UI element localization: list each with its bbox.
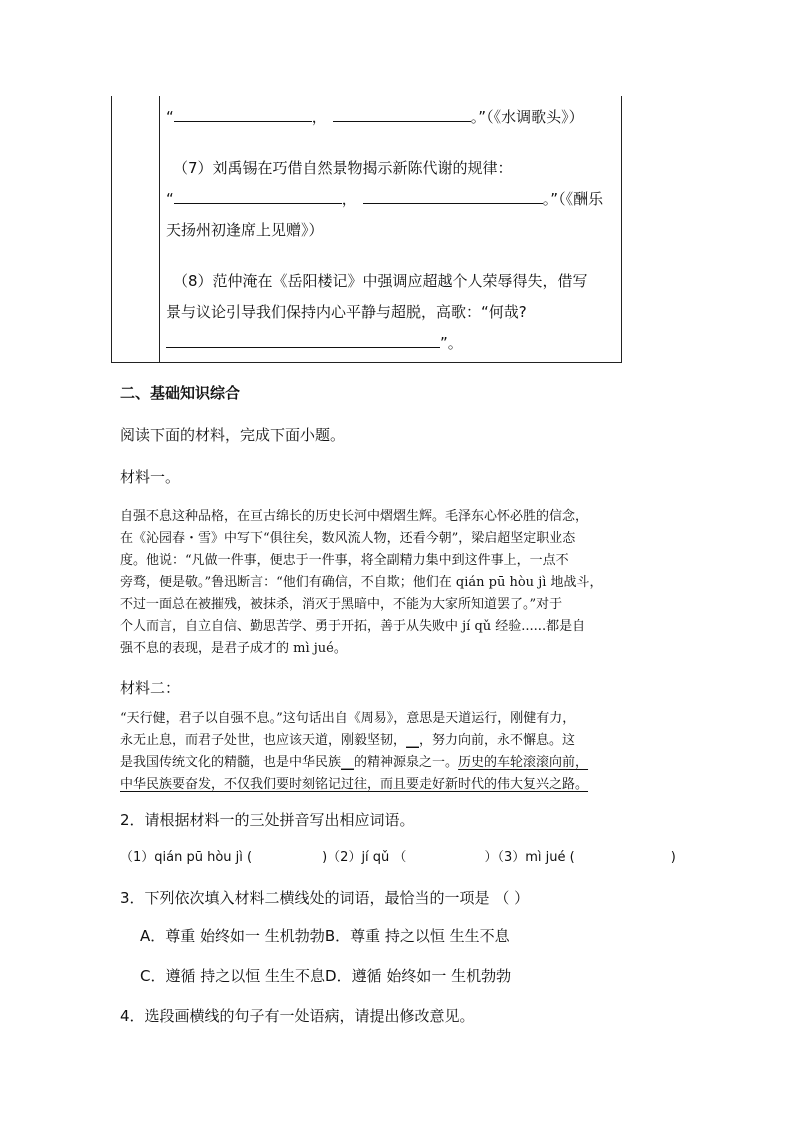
table-left-border	[111, 96, 112, 362]
item8-prompt-1: （8）范仲淹在《岳阳楼记》中强调应超越个人荣辱得失，借写	[173, 272, 588, 290]
item7-prompt: （7）刘禹锡在巧借自然景物揭示新陈代谢的规律：	[173, 159, 513, 177]
table-bottom-border	[111, 362, 622, 363]
answer-blank[interactable]	[174, 107, 312, 122]
option-d[interactable]: D．遵循 始终如一 生机勃勃	[325, 967, 512, 985]
material1-line: 度。他说：“凡做一件事，便忠于一件事，将全副精力集中到这件事上，一点不	[120, 553, 569, 568]
item7-answer-line: “ ， 。”（《酬乐	[166, 190, 604, 208]
fill-blank-2[interactable]: __	[341, 755, 355, 770]
option-c[interactable]: C．遵循 持之以恒 生生不息	[140, 967, 326, 985]
question-3-options-ab	[140, 925, 510, 946]
section-instruction: 阅读下面的材料，完成下面小题。	[120, 426, 346, 444]
question-3-options-cd	[140, 965, 511, 986]
material2-line: 是我国传统文化的精髓，也是中华民族__的精神源泉之一。历史的车轮滚滚向前，	[120, 755, 589, 770]
material1-line: 自强不息这种品格，在亘古绵长的历史长河中熠熠生辉。毛泽东心怀必胜的信念，	[120, 509, 589, 524]
material2-line: “天行健，君子以自强不息。”这句话出自《周易》，意思是天道运行，刚健有力，	[120, 711, 576, 726]
section-heading: 二、基础知识综合	[120, 384, 241, 402]
question-2: 2．请根据材料一的三处拼音写出相应词语。	[120, 811, 415, 829]
question-4: 4．选段画横线的句子有一处语病，请提出修改意见。	[120, 1007, 475, 1025]
option-b[interactable]: B．尊重 持之以恒 生生不息	[324, 927, 510, 945]
question-2-answers: （1）qián pū hòu jì ( )（2）jí qǔ （ ）（3）mì jué ( )	[120, 850, 676, 865]
item7-source: 天扬州初逢席上见赠》）	[166, 221, 324, 239]
option-a[interactable]: A．尊重 始终如一 生机勃勃	[140, 927, 325, 945]
material1-line: 强不息的表现，是君子成才的 mì jué。	[120, 641, 347, 656]
material1-line: 个人而言，自立自信、勤思苦学、勇于开拓，善于从失败中 jí qǔ 经验......都是自	[120, 619, 586, 634]
underlined-sentence-cont: 中华民族要奋发，不仅我们要时刻铭记过往，而且要走好新时代的伟大复兴之路。	[120, 777, 589, 792]
answer-blank[interactable]	[333, 107, 471, 122]
material1-line: 在《沁园春・雪》中写下“俱往矣，数风流人物，还看今朝”，梁启超坚定职业态	[120, 531, 576, 546]
question-3: 3．下列依次填入材料二横线处的词语，最恰当的一项是 （ ）	[120, 889, 530, 907]
fill-blank-1[interactable]: __	[406, 733, 420, 748]
underlined-sentence: 历史的车轮滚滚向前，	[458, 755, 589, 770]
material2-line: 永无止息，而君子处世，也应该天道，刚毅坚韧，__，努力向前，永不懈息。这	[120, 733, 576, 748]
material2-label: 材料二：	[120, 679, 181, 697]
material1-line: 不过一面总在被摧残，被抹杀，消灭于黑暗中，不能为大家所知道罢了。”对于	[120, 597, 563, 612]
table-inner-border	[159, 96, 160, 362]
table-right-border	[621, 96, 622, 362]
material1-label: 材料一。	[120, 468, 181, 486]
answer-blank[interactable]	[174, 189, 342, 204]
poem-line-shuidiao: “ ， 。”（《水调歌头》）	[166, 108, 584, 126]
item8-prompt-2: 景与议论引导我们保持内心平静与超脱，高歌：“何哉?	[166, 303, 527, 321]
material1-line: 旁骛，便是敬。”鲁迅断言：“他们有确信，不自欺；他们在 qián pū hòu jì 地战斗，	[120, 575, 603, 590]
item8-answer-line: ”。	[166, 332, 463, 353]
answer-blank[interactable]	[166, 333, 440, 348]
answer-blank[interactable]	[363, 189, 543, 204]
